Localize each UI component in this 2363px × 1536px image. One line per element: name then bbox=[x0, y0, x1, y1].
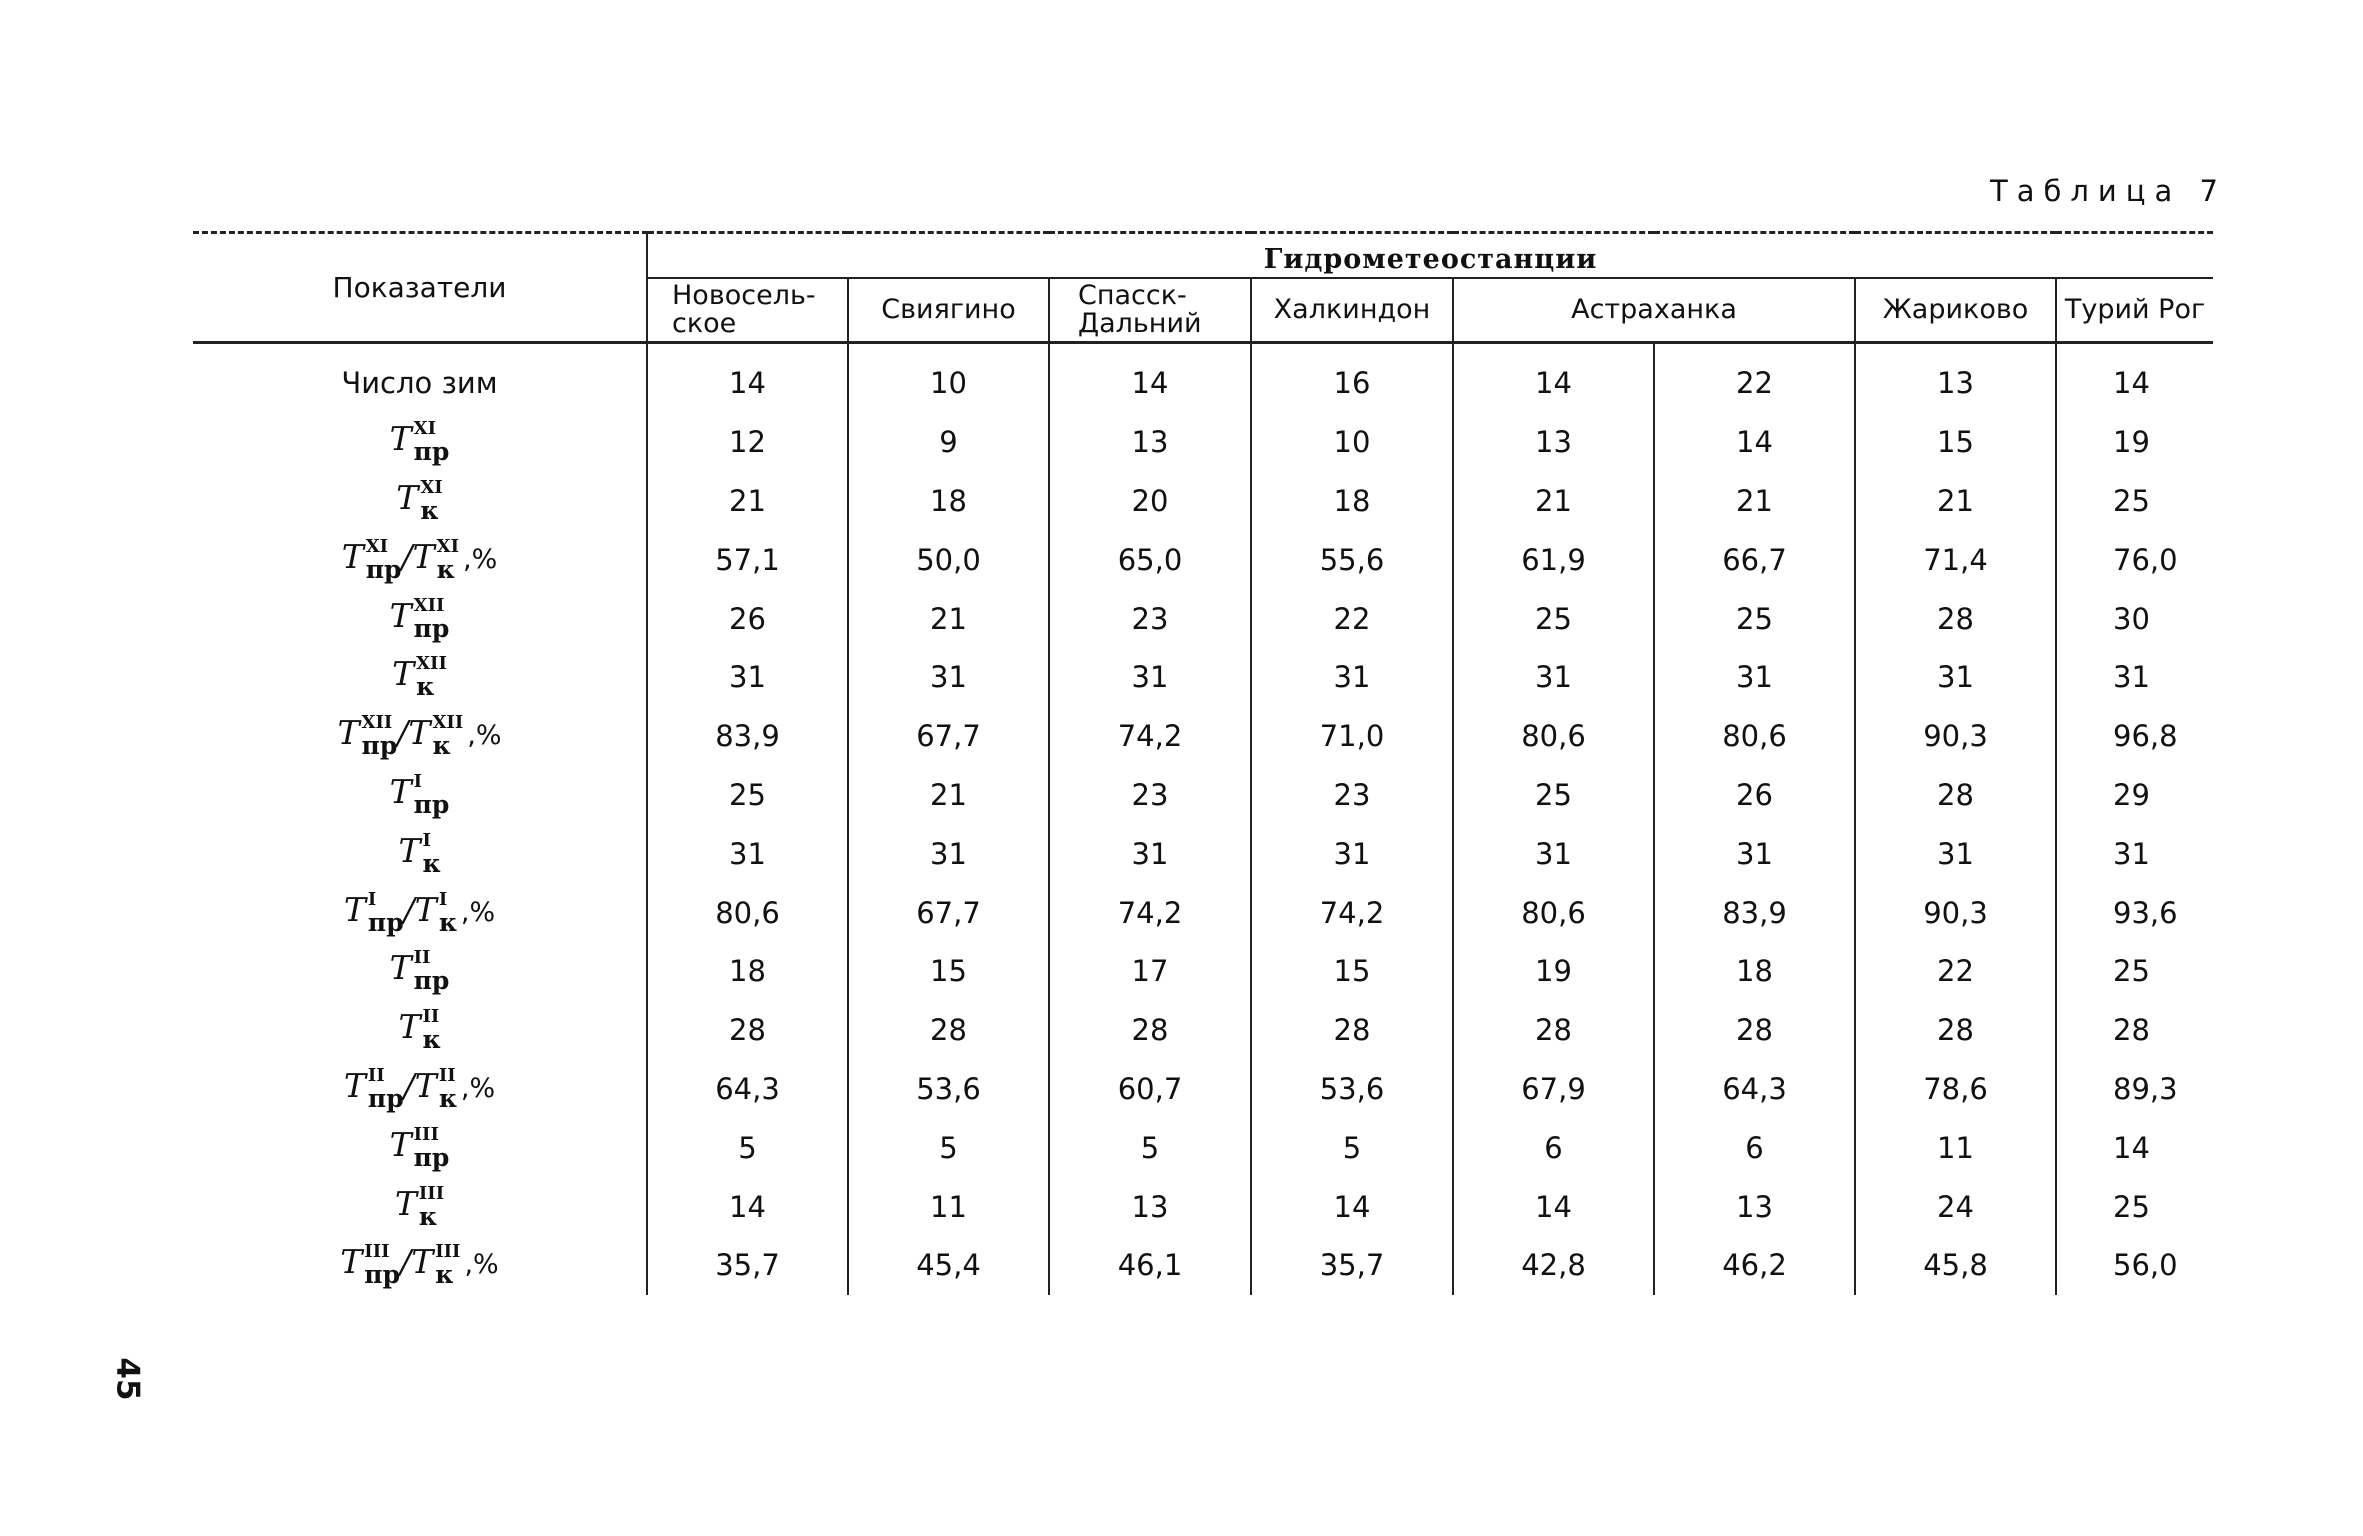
value-cell: 15 bbox=[1855, 413, 2056, 472]
value-cell: 42,8 bbox=[1453, 1236, 1654, 1295]
indicator-subscript: к bbox=[432, 731, 451, 761]
value-cell: 14 bbox=[1453, 343, 1654, 413]
table-row bbox=[193, 824, 2213, 883]
indicator-cell bbox=[193, 343, 647, 413]
value-cell: 74,2 bbox=[1251, 883, 1453, 942]
percent-suffix: ,% bbox=[464, 1249, 499, 1281]
station-header: Спасск- Дальний bbox=[1049, 278, 1251, 343]
indicator-subscript: пр bbox=[367, 907, 404, 937]
value-cell: 61,9 bbox=[1453, 530, 1654, 589]
indicator-symbol: T bbox=[396, 477, 419, 517]
value-cell: 53,6 bbox=[1251, 1060, 1453, 1119]
value-cell: 46,2 bbox=[1654, 1236, 1855, 1295]
indicator-cell bbox=[193, 824, 647, 883]
value-cell: 76,0 bbox=[2056, 530, 2213, 589]
data-table bbox=[193, 231, 2213, 1295]
indicator-symbol: T bbox=[392, 654, 415, 694]
value-cell: 14 bbox=[1251, 1177, 1453, 1236]
value-cell: 17 bbox=[1049, 942, 1251, 1001]
table-row bbox=[193, 1001, 2213, 1060]
indicator-symbol: T bbox=[408, 713, 431, 753]
value-cell: 31 bbox=[647, 648, 848, 707]
value-cell: 56,0 bbox=[2056, 1236, 2213, 1295]
indicator-cell bbox=[193, 707, 647, 766]
indicator-scripts bbox=[367, 888, 404, 937]
indicator-subscript: к bbox=[435, 1260, 454, 1290]
value-cell: 28 bbox=[1855, 589, 2056, 648]
indicator-symbol: T bbox=[389, 419, 412, 459]
value-cell: 21 bbox=[848, 589, 1049, 648]
value-cell: 64,3 bbox=[647, 1060, 848, 1119]
value-cell: 74,2 bbox=[1049, 883, 1251, 942]
indicator-superscript: XII bbox=[432, 712, 464, 734]
value-cell: 19 bbox=[1453, 942, 1654, 1001]
indicator-cell bbox=[193, 589, 647, 648]
indicator-subscript: пр bbox=[364, 1260, 401, 1290]
value-cell: 13 bbox=[1049, 1177, 1251, 1236]
percent-suffix: ,% bbox=[463, 543, 498, 575]
value-cell: 22 bbox=[1654, 343, 1855, 413]
indicator-cell bbox=[193, 766, 647, 825]
table-row bbox=[193, 343, 2213, 413]
percent-suffix: ,% bbox=[467, 720, 502, 752]
indicator-superscript: XII bbox=[361, 712, 393, 734]
indicator-superscript: II bbox=[422, 1006, 440, 1028]
value-cell: 13 bbox=[1049, 413, 1251, 472]
indicator-symbol: T bbox=[411, 1242, 434, 1282]
indicator-scripts bbox=[436, 535, 460, 584]
indicator-column-header: Показатели bbox=[193, 233, 647, 343]
indicator-scripts bbox=[435, 1241, 461, 1290]
value-cell: 13 bbox=[1453, 413, 1654, 472]
indicator-superscript: II bbox=[438, 1064, 456, 1086]
value-cell: 14 bbox=[1654, 413, 1855, 472]
indicator-superscript: III bbox=[435, 1241, 461, 1263]
value-cell: 25 bbox=[1453, 589, 1654, 648]
ratio-slash: / bbox=[401, 536, 413, 576]
value-cell: 21 bbox=[1453, 472, 1654, 531]
value-cell: 25 bbox=[2056, 942, 2213, 1001]
indicator-symbol: T bbox=[412, 536, 435, 576]
value-cell: 21 bbox=[848, 766, 1049, 825]
value-cell: 83,9 bbox=[1654, 883, 1855, 942]
value-cell: 28 bbox=[1855, 766, 2056, 825]
value-cell: 5 bbox=[647, 1118, 848, 1177]
indicator-symbol: T bbox=[337, 713, 360, 753]
indicator-scripts bbox=[367, 1064, 404, 1113]
indicator-scripts bbox=[413, 947, 450, 996]
value-cell: 25 bbox=[2056, 1177, 2213, 1236]
indicator-subscript: пр bbox=[413, 1142, 450, 1172]
value-cell: 67,9 bbox=[1453, 1060, 1654, 1119]
table-row bbox=[193, 766, 2213, 825]
value-cell: 26 bbox=[1654, 766, 1855, 825]
table-row bbox=[193, 883, 2213, 942]
value-cell: 28 bbox=[1049, 1001, 1251, 1060]
table-row bbox=[193, 648, 2213, 707]
indicator-superscript: XI bbox=[420, 476, 443, 498]
indicator-subscript: пр bbox=[367, 1083, 404, 1113]
indicator-subscript: пр bbox=[413, 613, 450, 643]
indicator-subscript: пр bbox=[365, 554, 402, 584]
value-cell: 35,7 bbox=[1251, 1236, 1453, 1295]
value-cell: 11 bbox=[1855, 1118, 2056, 1177]
indicator-cell bbox=[193, 1177, 647, 1236]
value-cell: 5 bbox=[848, 1118, 1049, 1177]
indicator-subscript: пр bbox=[413, 789, 450, 819]
value-cell: 15 bbox=[848, 942, 1049, 1001]
indicator-scripts bbox=[413, 594, 450, 643]
value-cell: 25 bbox=[647, 766, 848, 825]
table-row bbox=[193, 707, 2213, 766]
indicator-cell bbox=[193, 1001, 647, 1060]
value-cell: 31 bbox=[1855, 824, 2056, 883]
percent-suffix: ,% bbox=[460, 1072, 496, 1104]
value-cell: 24 bbox=[1855, 1177, 2056, 1236]
indicator-superscript: I bbox=[413, 770, 423, 792]
indicator-scripts bbox=[432, 712, 464, 761]
indicator-scripts bbox=[361, 712, 398, 761]
station-header: Халкиндон bbox=[1251, 278, 1453, 343]
indicator-superscript: II bbox=[413, 947, 431, 969]
value-cell: 67,7 bbox=[848, 883, 1049, 942]
value-cell: 5 bbox=[1251, 1118, 1453, 1177]
value-cell: 13 bbox=[1855, 343, 2056, 413]
value-cell: 93,6 bbox=[2056, 883, 2213, 942]
indicator-subscript: к bbox=[438, 1083, 457, 1113]
value-cell: 90,3 bbox=[1855, 883, 2056, 942]
station-header: Новосель- ское bbox=[647, 278, 848, 343]
indicator-cell bbox=[193, 472, 647, 531]
table-row bbox=[193, 1118, 2213, 1177]
indicator-cell bbox=[193, 942, 647, 1001]
value-cell: 21 bbox=[1654, 472, 1855, 531]
indicator-symbol: T bbox=[343, 889, 366, 929]
indicator-superscript: I bbox=[438, 888, 448, 910]
value-cell: 23 bbox=[1251, 766, 1453, 825]
value-cell: 14 bbox=[2056, 343, 2213, 413]
value-cell: 31 bbox=[1453, 648, 1654, 707]
value-cell: 12 bbox=[647, 413, 848, 472]
indicator-symbol: T bbox=[398, 1007, 421, 1047]
station-header: Турий Рог bbox=[2056, 278, 2213, 343]
indicator-symbol: T bbox=[389, 595, 412, 635]
value-cell: 19 bbox=[2056, 413, 2213, 472]
indicator-cell bbox=[193, 648, 647, 707]
indicator-subscript: к bbox=[422, 848, 441, 878]
indicator-subscript: пр bbox=[413, 437, 450, 467]
value-cell: 28 bbox=[2056, 1001, 2213, 1060]
value-cell: 13 bbox=[1654, 1177, 1855, 1236]
table-row bbox=[193, 1177, 2213, 1236]
value-cell: 18 bbox=[848, 472, 1049, 531]
indicator-symbol: T bbox=[398, 830, 421, 870]
indicator-scripts bbox=[422, 1006, 441, 1055]
indicator-symbol: T bbox=[394, 1183, 417, 1223]
value-cell: 45,8 bbox=[1855, 1236, 2056, 1295]
value-cell: 46,1 bbox=[1049, 1236, 1251, 1295]
indicator-superscript: I bbox=[367, 888, 377, 910]
table-row bbox=[193, 413, 2213, 472]
value-cell: 60,7 bbox=[1049, 1060, 1251, 1119]
value-cell: 31 bbox=[1251, 824, 1453, 883]
value-cell: 18 bbox=[1654, 942, 1855, 1001]
indicator-superscript: XI bbox=[413, 418, 436, 440]
value-cell: 78,6 bbox=[1855, 1060, 2056, 1119]
indicator-subscript: пр bbox=[361, 731, 398, 761]
indicator-superscript: XI bbox=[365, 535, 389, 557]
indicator-symbol: T bbox=[389, 771, 412, 811]
indicator-symbol: T bbox=[343, 1065, 366, 1105]
value-cell: 89,3 bbox=[2056, 1060, 2213, 1119]
indicator-label: Число зим bbox=[341, 366, 498, 401]
value-cell: 18 bbox=[1251, 472, 1453, 531]
value-cell: 14 bbox=[1049, 343, 1251, 413]
stations-group-header: Гидрометеостанции bbox=[647, 233, 2213, 279]
value-cell: 28 bbox=[848, 1001, 1049, 1060]
indicator-subscript: к bbox=[436, 554, 455, 584]
indicator-scripts bbox=[413, 770, 450, 819]
value-cell: 14 bbox=[647, 343, 848, 413]
indicator-superscript: XII bbox=[413, 594, 445, 616]
table-row bbox=[193, 472, 2213, 531]
value-cell: 80,6 bbox=[647, 883, 848, 942]
value-cell: 80,6 bbox=[1654, 707, 1855, 766]
value-cell: 9 bbox=[848, 413, 1049, 472]
indicator-subscript: к bbox=[438, 907, 457, 937]
ratio-slash: / bbox=[400, 1242, 412, 1282]
indicator-symbol: T bbox=[414, 889, 437, 929]
value-cell: 64,3 bbox=[1654, 1060, 1855, 1119]
value-cell: 18 bbox=[647, 942, 848, 1001]
page-number: 45 bbox=[109, 1357, 146, 1401]
value-cell: 71,4 bbox=[1855, 530, 2056, 589]
table-row bbox=[193, 942, 2213, 1001]
value-cell: 90,3 bbox=[1855, 707, 2056, 766]
value-cell: 80,6 bbox=[1453, 707, 1654, 766]
value-cell: 28 bbox=[1453, 1001, 1654, 1060]
indicator-cell bbox=[193, 1236, 647, 1295]
indicator-superscript: III bbox=[413, 1123, 439, 1145]
indicator-subscript: пр bbox=[413, 966, 450, 996]
value-cell: 26 bbox=[647, 589, 848, 648]
value-cell: 10 bbox=[848, 343, 1049, 413]
value-cell: 14 bbox=[647, 1177, 848, 1236]
station-header: Свиягино bbox=[848, 278, 1049, 343]
value-cell: 23 bbox=[1049, 589, 1251, 648]
percent-suffix: ,% bbox=[460, 896, 496, 928]
value-cell: 25 bbox=[2056, 472, 2213, 531]
value-cell: 31 bbox=[848, 648, 1049, 707]
indicator-superscript: II bbox=[367, 1064, 385, 1086]
indicator-symbol: T bbox=[414, 1065, 437, 1105]
value-cell: 6 bbox=[1654, 1118, 1855, 1177]
indicator-subscript: к bbox=[418, 1201, 437, 1231]
value-cell: 14 bbox=[2056, 1118, 2213, 1177]
indicator-cell bbox=[193, 1118, 647, 1177]
value-cell: 57,1 bbox=[647, 530, 848, 589]
value-cell: 31 bbox=[848, 824, 1049, 883]
ratio-slash: / bbox=[403, 889, 415, 929]
value-cell: 22 bbox=[1855, 942, 2056, 1001]
value-cell: 25 bbox=[1453, 766, 1654, 825]
indicator-scripts bbox=[364, 1241, 401, 1290]
indicator-cell bbox=[193, 413, 647, 472]
value-cell: 22 bbox=[1251, 589, 1453, 648]
value-cell: 20 bbox=[1049, 472, 1251, 531]
value-cell: 96,8 bbox=[2056, 707, 2213, 766]
value-cell: 55,6 bbox=[1251, 530, 1453, 589]
value-cell: 71,0 bbox=[1251, 707, 1453, 766]
station-header: Жариково bbox=[1855, 278, 2056, 343]
indicator-cell bbox=[193, 883, 647, 942]
indicator-scripts bbox=[413, 1123, 450, 1172]
value-cell: 66,7 bbox=[1654, 530, 1855, 589]
indicator-subscript: к bbox=[416, 672, 435, 702]
value-cell: 74,2 bbox=[1049, 707, 1251, 766]
value-cell: 45,4 bbox=[848, 1236, 1049, 1295]
indicator-cell bbox=[193, 530, 647, 589]
value-cell: 31 bbox=[647, 824, 848, 883]
ratio-slash: / bbox=[403, 1065, 415, 1105]
value-cell: 31 bbox=[1654, 648, 1855, 707]
value-cell: 15 bbox=[1251, 942, 1453, 1001]
table-row bbox=[193, 589, 2213, 648]
value-cell: 31 bbox=[2056, 648, 2213, 707]
value-cell: 30 bbox=[2056, 589, 2213, 648]
value-cell: 31 bbox=[1654, 824, 1855, 883]
indicator-symbol: T bbox=[389, 1124, 412, 1164]
value-cell: 11 bbox=[848, 1177, 1049, 1236]
station-header: Астраханка bbox=[1453, 278, 1855, 343]
table-title: Таблица 7 bbox=[1990, 174, 2227, 208]
value-cell: 28 bbox=[1855, 1001, 2056, 1060]
value-cell: 6 bbox=[1453, 1118, 1654, 1177]
indicator-scripts bbox=[416, 653, 447, 702]
value-cell: 25 bbox=[1654, 589, 1855, 648]
indicator-symbol: T bbox=[340, 1242, 363, 1282]
indicator-symbol: T bbox=[341, 536, 364, 576]
indicator-superscript: I bbox=[422, 829, 431, 851]
value-cell: 23 bbox=[1049, 766, 1251, 825]
indicator-symbol: T bbox=[389, 948, 412, 988]
value-cell: 28 bbox=[1654, 1001, 1855, 1060]
value-cell: 31 bbox=[2056, 824, 2213, 883]
indicator-superscript: XII bbox=[416, 653, 447, 675]
value-cell: 31 bbox=[1049, 648, 1251, 707]
indicator-superscript: III bbox=[364, 1241, 390, 1263]
indicator-scripts bbox=[365, 535, 402, 584]
indicator-scripts bbox=[438, 888, 457, 937]
value-cell: 67,7 bbox=[848, 707, 1049, 766]
table-row bbox=[193, 530, 2213, 589]
value-cell: 10 bbox=[1251, 413, 1453, 472]
indicator-scripts bbox=[420, 476, 443, 525]
value-cell: 21 bbox=[1855, 472, 2056, 531]
value-cell: 28 bbox=[1251, 1001, 1453, 1060]
value-cell: 16 bbox=[1251, 343, 1453, 413]
indicator-scripts bbox=[438, 1064, 457, 1113]
indicator-scripts bbox=[418, 1182, 445, 1231]
table-row bbox=[193, 1236, 2213, 1295]
value-cell: 65,0 bbox=[1049, 530, 1251, 589]
value-cell: 31 bbox=[1251, 648, 1453, 707]
value-cell: 31 bbox=[1453, 824, 1654, 883]
table-row bbox=[193, 1060, 2213, 1119]
value-cell: 83,9 bbox=[647, 707, 848, 766]
value-cell: 31 bbox=[1049, 824, 1251, 883]
ratio-slash: / bbox=[397, 713, 409, 753]
value-cell: 31 bbox=[1855, 648, 2056, 707]
indicator-superscript: XI bbox=[436, 535, 460, 557]
indicator-scripts bbox=[413, 418, 450, 467]
value-cell: 29 bbox=[2056, 766, 2213, 825]
indicator-cell bbox=[193, 1060, 647, 1119]
value-cell: 53,6 bbox=[848, 1060, 1049, 1119]
value-cell: 28 bbox=[647, 1001, 848, 1060]
value-cell: 80,6 bbox=[1453, 883, 1654, 942]
value-cell: 50,0 bbox=[848, 530, 1049, 589]
value-cell: 35,7 bbox=[647, 1236, 848, 1295]
value-cell: 21 bbox=[647, 472, 848, 531]
indicator-scripts bbox=[422, 829, 441, 878]
indicator-subscript: к bbox=[422, 1025, 441, 1055]
indicator-subscript: к bbox=[420, 495, 439, 525]
indicator-superscript: III bbox=[418, 1182, 445, 1204]
value-cell: 14 bbox=[1453, 1177, 1654, 1236]
value-cell: 5 bbox=[1049, 1118, 1251, 1177]
